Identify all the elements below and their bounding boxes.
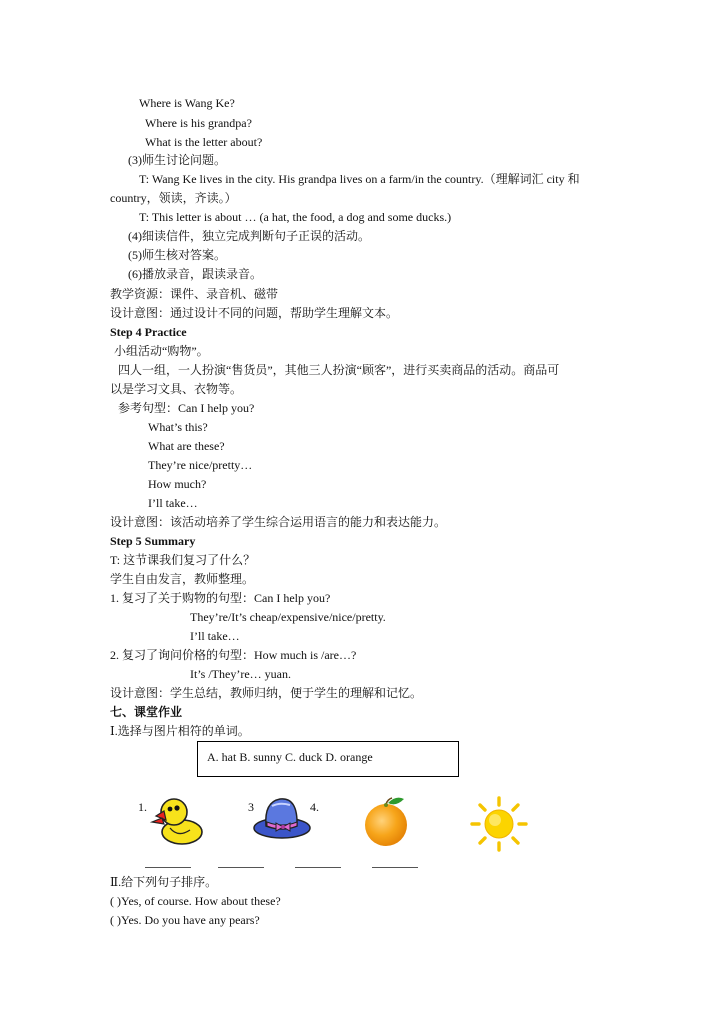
text-line: 教学资源：课件、录音机、磁带: [110, 287, 279, 301]
answer-blank[interactable]: [372, 867, 418, 868]
answer-blank[interactable]: [218, 867, 264, 868]
text-line: ( )Yes, of course. How about these?: [110, 894, 281, 908]
text-line: Ⅱ.给下列句子排序。: [110, 875, 218, 889]
item-number: 3: [248, 800, 254, 814]
section-heading: Step 4 Practice: [110, 325, 187, 339]
text-line: (4)细读信件，独立完成判断句子正误的活动。: [128, 229, 370, 243]
item-number: 4.: [310, 800, 319, 814]
text-line: T: 这节课我们复习了什么？: [110, 553, 256, 567]
text-line: It’s /They’re… yuan.: [190, 667, 291, 681]
text-line: T: Wang Ke lives in the city. His grandpa lives on a farm/in the country.（理解词汇 city 和: [139, 172, 580, 186]
text-line: 设计意图：学生总结，教师归纳，便于学生的理解和记忆。: [110, 686, 423, 700]
text-line: 设计意图：通过设计不同的问题，帮助学生理解文本。: [110, 306, 399, 320]
text-line: 2. 复习了询问价格的句型：How much is /are…?: [110, 648, 357, 662]
text-line: How much?: [148, 477, 207, 491]
text-line: 1. 复习了关于购物的句型：Can I help you?: [110, 591, 331, 605]
text-line: I’ll take…: [148, 496, 198, 510]
section-heading: Step 5 Summary: [110, 534, 196, 548]
text-line: 以是学习文具、衣物等。: [110, 382, 243, 396]
text-line: (3)师生讨论问题。: [128, 153, 226, 167]
hat-icon: [252, 796, 312, 842]
answer-blank[interactable]: [295, 867, 341, 868]
text-line: (6)播放录音，跟读录音。: [128, 267, 262, 281]
text-line: They’re/It’s cheap/expensive/nice/pretty.: [190, 610, 386, 624]
section-heading: 七、课堂作业: [110, 705, 183, 719]
item-number: 1.: [138, 800, 147, 814]
text-line: country，领读，齐读。）: [110, 191, 237, 205]
text-line: They’re nice/pretty…: [148, 458, 253, 472]
text-line: 设计意图：该活动培养了学生综合运用语言的能力和表达能力。: [110, 515, 447, 529]
text-line: 参考句型：Can I help you?: [118, 401, 255, 415]
text-line: I’ll take…: [190, 629, 240, 643]
text-line: 学生自由发言，教师整理。: [110, 572, 255, 586]
answer-blank[interactable]: [145, 867, 191, 868]
text-line: 小组活动“购物”。: [114, 344, 209, 358]
duck-icon: [148, 794, 204, 846]
word-choice-box: [197, 741, 459, 777]
text-line: What’s this?: [148, 420, 208, 434]
sun-icon: [468, 796, 530, 852]
word-choices: A. hat B. sunny C. duck D. orange: [207, 750, 373, 764]
text-line: Where is Wang Ke?: [139, 96, 235, 110]
text-line: What is the letter about?: [145, 135, 263, 149]
text-line: What are these?: [148, 439, 225, 453]
text-line: T: This letter is about … (a hat, the food, a dog and some ducks.): [139, 210, 452, 224]
orange-icon: [362, 795, 412, 847]
text-line: Where is his grandpa?: [145, 116, 252, 130]
text-line: Ⅰ.选择与图片相符的单词。: [110, 724, 250, 738]
text-line: (5)师生核对答案。: [128, 248, 226, 262]
text-line: 四人一组，一人扮演“售货员”，其他三人扮演“顾客”，进行买卖商品的活动。商品可: [118, 363, 560, 377]
text-line: ( )Yes. Do you have any pears?: [110, 913, 260, 927]
